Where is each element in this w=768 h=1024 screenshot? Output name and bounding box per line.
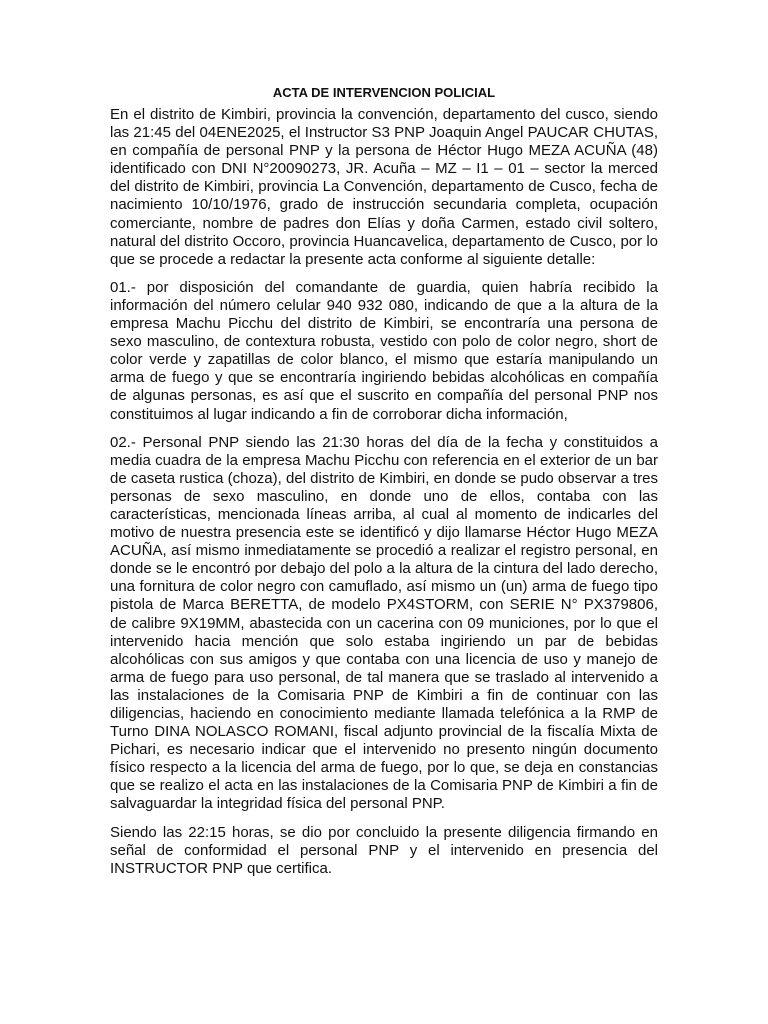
closing-paragraph: Siendo las 22:15 horas, se dio por concluido la presente diligencia firmando en señal de conformidad el personal PNP y el intervenido en presencia del INSTRUCTOR PNP que certifica. xyxy=(110,823,658,877)
paragraph-01: 01.- por disposición del comandante de guardia, quien habría recibido la información del número celular 940 932 080, indicando de que a la altura de la empresa Machu Picchu del distrito de Kimbiri, se encontraría una persona de sexo masculino, de contextura robusta, vestido con polo de color negro, short de color verde y zapatillas de color blanco, el mismo que estaría manipulando un arma de fuego y que se encontraría ingiriendo bebidas alcohólicas en compañía de algunas personas, es así que el suscrito en compañía del personal PNP nos constituimos al lugar indicando a fin de corroborar dicha información, xyxy=(110,278,658,423)
intro-paragraph: En el distrito de Kimbiri, provincia la convención, departamento del cusco, siendo las 21:45 del 04ENE2025, el Instructor S3 PNP Joaquin Angel PAUCAR CHUTAS, en compañía de personal PNP y la persona de Héctor Hugo MEZA ACUÑA (48) identificado con DNI N°20090273, JR. Acuña – MZ – I1 – 01 – sector la merced del distrito de Kimbiri, provincia La Convención, departamento de Cusco, fecha de nacimiento 10/10/1976, grado de instrucción secundaria completa, ocupación comerciante, nombre de padres don Elías y doña Carmen, estado civil soltero, natural del distrito Occoro, provincia Huancavelica, departamento de Cusco, por lo que se procede a redactar la presente acta conforme al siguiente detalle: xyxy=(110,106,658,268)
document-page xyxy=(110,84,658,888)
paragraph-02: 02.- Personal PNP siendo las 21:30 horas del día de la fecha y constituidos a media cuadra de la empresa Machu Picchu con referencia en el exterior de un bar de caseta rustica (choza), del distrito de Kimbiri, en donde se pudo observar a tres personas de sexo masculino, en donde uno de ellos, contaba con las características, mencionada líneas arriba, al cual al momento de indicarles del motivo de nuestra presencia este se identificó y dijo llamarse Héctor Hugo MEZA ACUÑA, así mismo inmediatamente se procedió a realizar el registro personal, en donde se le encontró por debajo del polo a la altura de la cintura del lado derecho, una fornitura de color negro con camuflado, así mismo un (un) arma de fuego tipo pistola de Marca BERETTA, de modelo PX4STORM, con SERIE N° PX379806, de calibre 9X19MM, abastecida con un cacerina con 09 municiones, por lo que el intervenido hacia mención que solo estaba ingiriendo un par de bebidas alcohólicas con sus amigos y que contaba con una licencia de uso y manejo de arma de fuego para uso personal, de tal manera que se traslado al intervenido a las instalaciones de la Comisaria PNP de Kimbiri a fin de continuar con las diligencias, haciendo en conocimiento mediante llamada telefónica a la RMP de Turno DINA NOLASCO ROMANI, fiscal adjunto provincial de la fiscalía Mixta de Pichari, es necesario indicar que el intervenido no presento ningún documento físico respecto a la licencia del arma de fuego, por lo que, se deja en constancias que se realizo el acta en las instalaciones de la Comisaria PNP de Kimbiri a fin de salvaguardar la integridad física del personal PNP. xyxy=(110,433,658,813)
document-title: ACTA DE INTERVENCION POLICIAL xyxy=(272,85,496,100)
